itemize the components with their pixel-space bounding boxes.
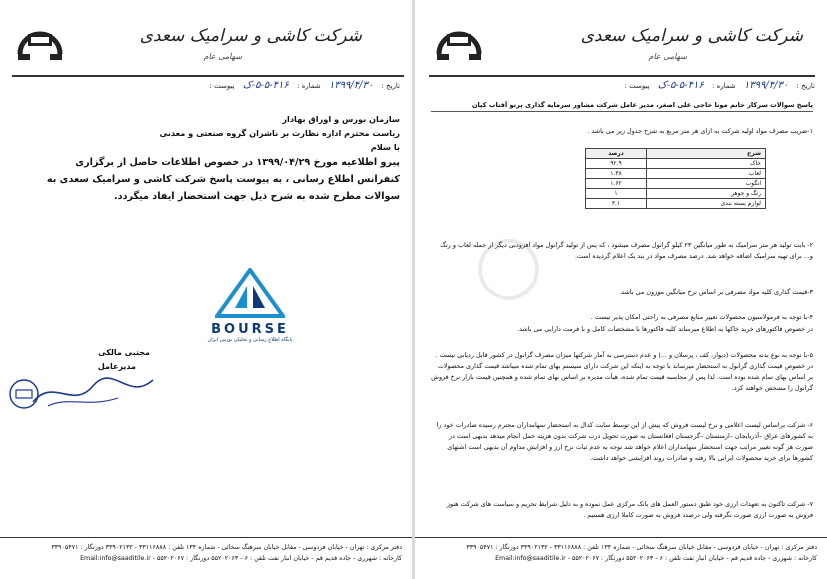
body-line3: سوالات مطرح شده به شرح ذیل جهت استحضار ایفاد میگردد. — [114, 191, 400, 202]
letter-page-answers — [415, 0, 827, 579]
table-header-description: شرح — [647, 149, 766, 159]
recipient-line2: ریاست محترم اداره نظارت بر ناشران گروه صنعتی و معدنی — [159, 128, 400, 138]
signature-stamp-icon — [28, 372, 158, 412]
table-cell-percent: ۱ — [586, 189, 647, 199]
header-divider — [12, 75, 404, 77]
letterhead-footer — [415, 537, 827, 579]
answer-2: ۲- بابت تولید هر متر سرامیک به طور میانگین ۲۳ کیلو گرانول مصرف میشود ، که پس از تولید گرانول مواد افزودنی دیگر از جمله لعاب و رنگ و... برای تهیه سرامیک اضافه خواهد شد. درصد مصرف مواد در بند یک اعلام گردیده است. — [440, 241, 813, 260]
body-line2: کنفرانس اطلاع رسانی ، به پیوست پاسخ شرکت کاشی و سرامیک سعدی به — [46, 174, 400, 185]
signer-name: مجتبی مالکی — [98, 348, 150, 357]
header-divider — [429, 75, 815, 77]
table-cell-name: لوازم بسته بندی — [647, 199, 766, 209]
table-row — [586, 199, 766, 209]
saadi-stamp-icon — [6, 378, 42, 410]
salutation: با سلام — [370, 142, 400, 152]
answers-heading: پاسخ سوالات سرکار خانم مونا حاجی علی اصغر، مدیر عامل شرکت مشاور سرمایه گذاری پرتو آفتاب کیان — [431, 101, 813, 112]
bourse-tagline: پایگاه اطلاع رسانی و تحلیلی بورس ایران — [207, 337, 293, 343]
footer-factory: کارخانه : شهرری - جاده قدیم قم - خیابان انبار نفت تلفن : ۶ - ۵۵۲۰۲۰۶۳ دورنگار : ۵۵۲۰۲۰۶۷ - Email:info@saaditile.ir — [495, 555, 817, 562]
date-value: ۱۳۹۹/۴/۳۰ — [743, 80, 789, 91]
recipient-line1: سازمان بورس و اوراق بهادار — [282, 114, 400, 124]
letter-page-cover — [0, 0, 412, 579]
date-label: تاریخ : — [796, 82, 815, 90]
table-cell-name: لعاب — [647, 169, 766, 179]
footer-office: دفتر مرکزی : تهران - خیابان فردوسی - مقابل خیابان سرهنگ سخائی - شماره ۱۳۴ تلفن : ۳۳۱۱۶۸۸۸ - ۳۳۹۰۲۱۳۲ دورنگار : ۳۳۹۰۵۴۷۱ — [466, 544, 817, 551]
table-cell-percent: ۹۲.۹ — [586, 159, 647, 169]
date-value: ۱۳۹۹/۴/۳۰ — [328, 80, 374, 91]
company-name: شرکت کاشی و سرامیک سعدی — [139, 26, 362, 46]
answer-4b: در خصوص فاکتورهای خرید خاکها به اطلاع میرساند کلیه فاکتورها با مشخصات کامل و با فرمت دارایی می باشد. — [517, 325, 813, 333]
bourse-logo-text: BOURSE — [211, 322, 289, 337]
answer-1: ۱-ضریب مصرف مواد اولیه شرکت به ازای هر متر مربع به شرح جدول زیر می باشد . — [587, 127, 813, 135]
table-cell-name: انگوب — [647, 179, 766, 189]
materials-table — [585, 148, 766, 209]
attachment-label: پیوست : — [624, 82, 650, 90]
table-row — [586, 189, 766, 199]
footer-factory: کارخانه : شهرری - جاده قدیم قم - خیابان انبار نفت تلفن : ۶ - ۵۵۲۰۲۰۶۳ دورنگار : ۵۵۲۰۲۰۶۷ - Email:info@saaditile.ir — [80, 555, 402, 562]
letterhead-footer — [0, 537, 412, 579]
answer-4a: ۴-با توجه به فرمولاسیون محصولات تغییر منابع مصرفی به راحتی امکان پذیر نیست . — [590, 313, 813, 321]
bourse-logo — [190, 268, 310, 343]
saadi-logo-icon — [433, 12, 485, 70]
company-type: سهامی عام — [648, 52, 687, 61]
letter-body — [20, 112, 400, 205]
date-label: تاریخ : — [381, 82, 400, 90]
answer-6: ۶- شرکت براساس لیست اعلامی و نرخ لیست فروش که پیش از این توسط سایت کدال به استحضار سهامداران محترم رسیده صادرات خود را به کشورهای عراق –آذربایجان –ارمنستان –گرجستان افغانستان به صورت تحویل درب شرکت بدون هزینه حمل انجام میدهد بدیهی است در صورت هر گونه تغییر مراتب جهت استحضار سهامداران اعلام خواهد شد توجه به عدم ثبات نرخ ارز و افزایش مداوم آن بدیهی است اشتهای کشورها برای خرید محصولات ایرانی بالا رفته و صادرات روند افزایشی خواهد داشت. — [436, 421, 813, 462]
table-header-percent: درصد — [586, 149, 647, 159]
table-cell-name: رنگ و جوهر — [647, 189, 766, 199]
table-cell-percent: ۱.۳۸ — [586, 169, 647, 179]
answer-7: ۷- شرکت تاکنون به تعهدات ارزی خود طبق دستور العمل های بانک مرکزی عمل نموده و به دلیل شرایط تحریم و سیاست های شرکت هنوز فروش به صورت ارزی صورت نگرفته ولی درصدد فروش به صورت کاملا ارزی هستیم . — [446, 500, 813, 519]
body-line1: پیرو اطلاعیه مورخ ۱۳۹۹/۰۴/۲۹ در خصوص اطلاعات حاصل از برگزاری — [75, 157, 400, 168]
table-cell-name: خاک — [647, 159, 766, 169]
table-row — [586, 159, 766, 169]
table-row — [586, 169, 766, 179]
number-label: شماره : — [711, 82, 736, 90]
number-value: ۴۱۶-۵-۵-ک — [242, 80, 289, 91]
number-value: ۴۱۶-۵-۵-ک — [657, 80, 704, 91]
table-cell-percent: ۱.۶۲ — [586, 179, 647, 189]
company-type: سهامی عام — [203, 52, 242, 61]
table-cell-percent: ۳.۱ — [586, 199, 647, 209]
number-label: شماره : — [296, 82, 321, 90]
answer-3: ۳-قیمت گذاری کلیه مواد مصرفی بر اساس نرخ میانگین موزون می باشد. — [619, 288, 813, 296]
letter-meta — [210, 80, 400, 91]
signer-title: مدیرعامل — [97, 362, 136, 371]
attachment-label: پیوست : — [209, 82, 235, 90]
watermark: ◯ — [475, 230, 543, 300]
footer-office: دفتر مرکزی : تهران - خیابان فردوسی - مقابل خیابان سرهنگ سخائی - شماره ۱۳۴ تلفن : ۳۳۱۱۶۸۸۸ - ۳۳۹۰۲۱۳۲ دورنگار : ۳۳۹۰۵۴۷۱ — [51, 544, 402, 551]
answer-5: ۵-با توجه به نوع بدنه محصولات (دیوار، کف ، پرسلان و ...) و عدم دسترسی به آمار شرکتها میزان مصرف گرانول در کشور قابل ردیابی نیست . در خصوص قیمت گذاری گرانول به استحضار میرساند با توجه به اینکه این شرکت دارای سیستم بهای تمام شده میباشد قیمت گذاری محصولات بر اساس بهای تمام شده بوده است. لذا پس از محاسبه قیمت تمام شده، هیأت مدیره بر اساس بهای تمام شده و همچنین قیمت بازار نرخ فروش گرانول را مشخص خواهند کرد. — [431, 351, 813, 392]
table-row — [586, 179, 766, 189]
saadi-logo-icon — [14, 12, 66, 70]
letter-meta — [625, 80, 815, 91]
company-name: شرکت کاشی و سرامیک سعدی — [580, 26, 803, 46]
bourse-emblem-icon — [215, 268, 285, 318]
